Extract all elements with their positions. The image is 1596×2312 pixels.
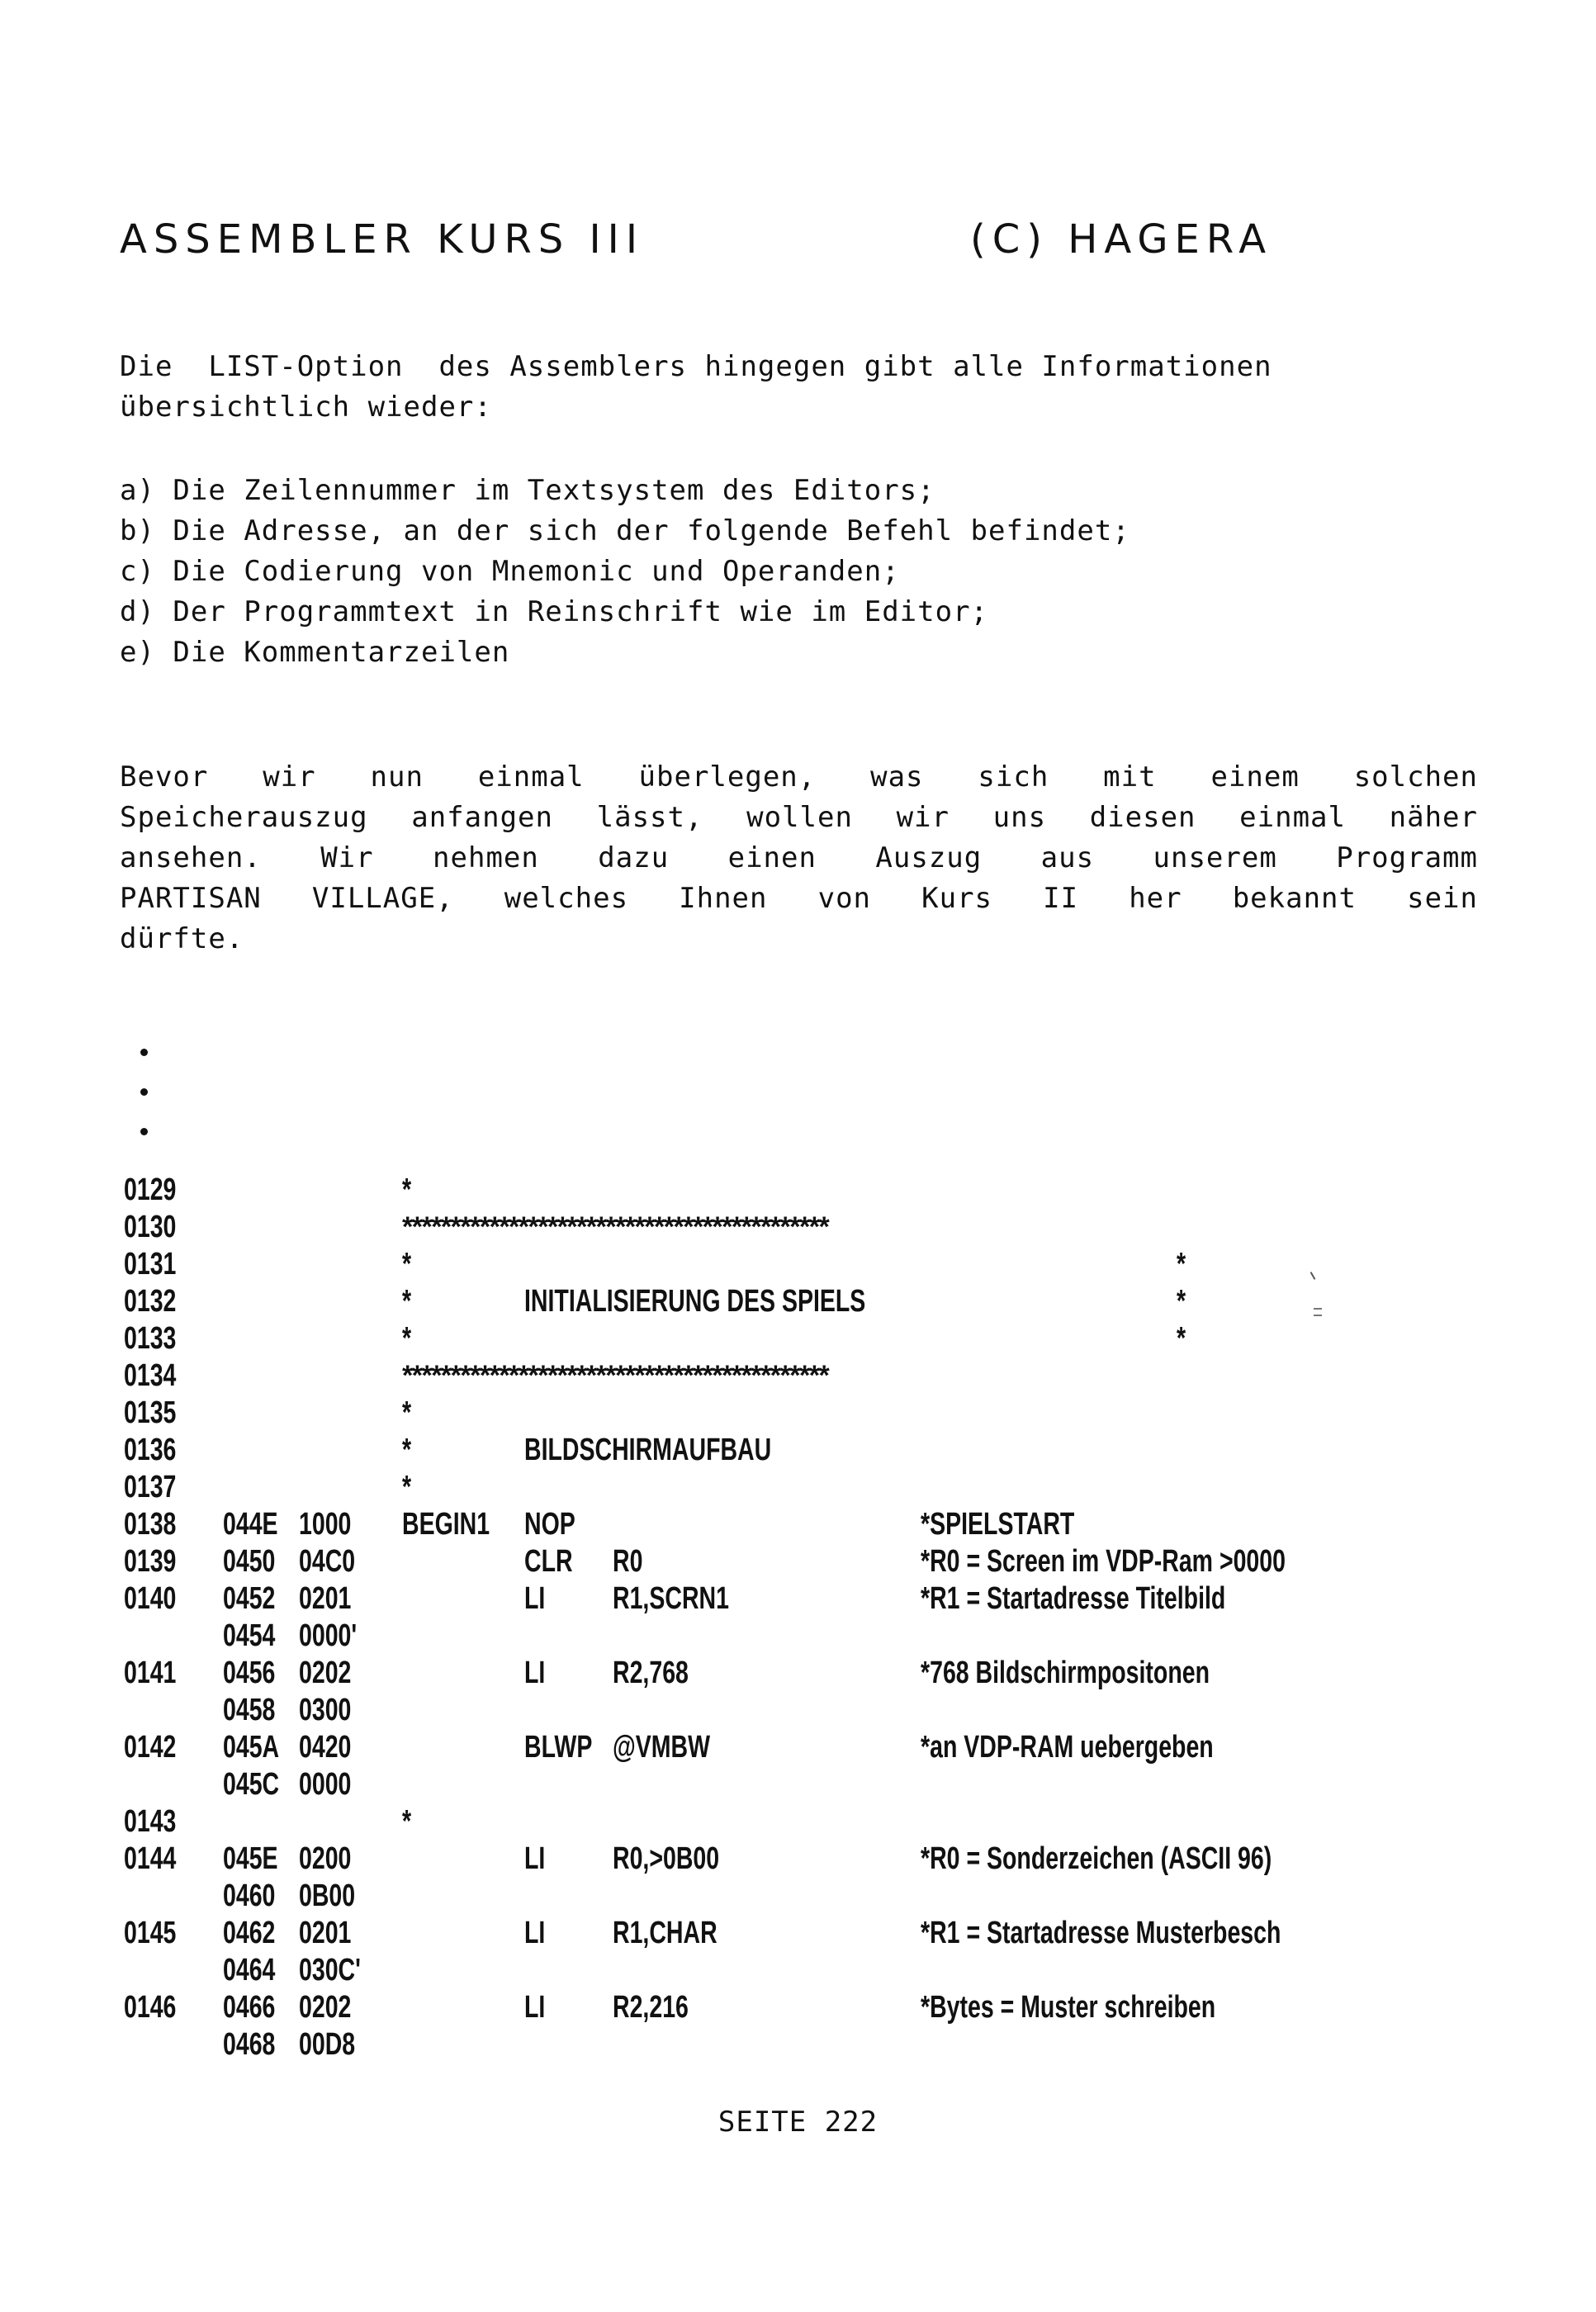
scan-specks xyxy=(1309,1272,1333,1338)
list-item: b) Die Adresse, an der sich der folgende Befehl befindet; xyxy=(120,514,1130,547)
paragraph-line: Speicherauszug anfangen lässt, wollen wir uns diesen einmal näher xyxy=(120,801,1478,834)
line-number: 0139 xyxy=(124,1544,177,1579)
address: 0462 xyxy=(223,1916,276,1950)
listing-row xyxy=(124,1767,1486,1804)
listing-row xyxy=(124,1581,1486,1618)
source-comment: *R1 = Startadresse Titelbild xyxy=(921,1581,1226,1616)
mnemonic: CLR xyxy=(524,1544,573,1579)
operand: R1,SCRN1 xyxy=(613,1581,729,1616)
mnemonic: LI xyxy=(524,1990,546,2025)
listing-row xyxy=(124,1841,1486,1878)
address: 0458 xyxy=(223,1693,276,1727)
source-comment: *R0 = Sonderzeichen (ASCII 96) xyxy=(921,1841,1272,1876)
assembler-listing xyxy=(124,1173,1486,2081)
mnemonic: LI xyxy=(524,1841,546,1876)
listing-row xyxy=(124,1358,1486,1395)
listing-row xyxy=(124,1618,1486,1656)
listing-row xyxy=(124,1916,1486,1953)
line-number: 0134 xyxy=(124,1358,177,1393)
listing-row xyxy=(124,1321,1486,1358)
source-comment: *SPIELSTART xyxy=(921,1507,1075,1542)
comment-star: * xyxy=(402,1173,412,1207)
list-item: d) Der Programmtext in Reinschrift wie im Editor; xyxy=(120,595,989,628)
intro-line: übersichtlich wieder: xyxy=(120,391,492,424)
mnemonic: LI xyxy=(524,1656,546,1690)
line-number: 0136 xyxy=(124,1433,177,1467)
address: 0456 xyxy=(223,1656,276,1690)
listing-row xyxy=(124,1247,1486,1284)
line-number: 0132 xyxy=(124,1284,177,1319)
object-code: 0201 xyxy=(299,1916,352,1950)
dot xyxy=(140,1128,148,1135)
comment-banner-stars: ******************************************** xyxy=(402,1360,829,1385)
ellipsis-dots xyxy=(140,1049,157,1164)
address: 0464 xyxy=(223,1953,276,1987)
operand: R0,>0B00 xyxy=(613,1841,720,1876)
listing-row xyxy=(124,1990,1486,2027)
object-code: 0300 xyxy=(299,1693,352,1727)
paragraph-line: PARTISAN VILLAGE, welches Ihnen von Kurs II her bekannt sein xyxy=(120,882,1478,915)
object-code: 04C0 xyxy=(299,1544,356,1579)
dot xyxy=(140,1088,148,1096)
page-heading xyxy=(120,216,1482,274)
listing-row xyxy=(124,1470,1486,1507)
listing-row xyxy=(124,1210,1486,1247)
line-number: 0131 xyxy=(124,1247,177,1282)
line-number: 0138 xyxy=(124,1507,177,1542)
listing-row xyxy=(124,1395,1486,1433)
listing-row xyxy=(124,1730,1486,1767)
listing-row xyxy=(124,1173,1486,1210)
list-item: c) Die Codierung von Mnemonic und Operanden; xyxy=(120,555,900,588)
comment-star: * xyxy=(402,1321,412,1356)
line-number: 0143 xyxy=(124,1804,177,1839)
line-number: 0141 xyxy=(124,1656,177,1690)
source-comment: *an VDP-RAM uebergeben xyxy=(921,1730,1214,1765)
address: 0466 xyxy=(223,1990,276,2025)
comment-star-end: * xyxy=(1177,1247,1186,1282)
operand: R0 xyxy=(613,1544,643,1579)
comment-star: * xyxy=(402,1395,412,1430)
source-comment: *768 Bildschirmpositonen xyxy=(921,1656,1210,1690)
paragraph-line: ansehen. Wir nehmen dazu einen Auszug aus unserem Programm xyxy=(120,841,1478,874)
address: 045A xyxy=(223,1730,280,1765)
source-comment: *Bytes = Muster schreiben xyxy=(921,1990,1216,2025)
comment-star-end: * xyxy=(1177,1321,1186,1356)
operand: @VMBW xyxy=(613,1730,711,1765)
source-comment: *R0 = Screen im VDP-Ram >0000 xyxy=(921,1544,1286,1579)
comment-star: * xyxy=(402,1284,412,1319)
line-number: 0129 xyxy=(124,1173,177,1207)
comment-star: * xyxy=(402,1804,412,1839)
object-code: 030C' xyxy=(299,1953,361,1987)
address: 0450 xyxy=(223,1544,276,1579)
object-code: 1000 xyxy=(299,1507,352,1542)
line-number: 0146 xyxy=(124,1990,177,2025)
object-code: 00D8 xyxy=(299,2027,356,2062)
comment-banner-stars: ******************************************** xyxy=(402,1211,829,1236)
source-comment: *R1 = Startadresse Musterbesch xyxy=(921,1916,1281,1950)
listing-row xyxy=(124,2027,1486,2064)
mnemonic: LI xyxy=(524,1581,546,1616)
operand: R1,CHAR xyxy=(613,1916,717,1950)
object-code: 0420 xyxy=(299,1730,352,1765)
line-number: 0130 xyxy=(124,1210,177,1244)
address: 0454 xyxy=(223,1618,276,1653)
comment-heading: BILDSCHIRMAUFBAU xyxy=(524,1433,772,1467)
listing-row xyxy=(124,1433,1486,1470)
address: 0468 xyxy=(223,2027,276,2062)
operand: R2,216 xyxy=(613,1990,689,2025)
object-code: 0000 xyxy=(299,1767,352,1802)
feature-list xyxy=(120,471,1478,673)
course-title: ASSEMBLER KURS III xyxy=(120,216,644,263)
object-code: 0200 xyxy=(299,1841,352,1876)
list-item: e) Die Kommentarzeilen xyxy=(120,636,510,669)
line-number: 0135 xyxy=(124,1395,177,1430)
object-code: 0202 xyxy=(299,1656,352,1690)
paragraph-line: dürfte. xyxy=(120,922,244,955)
listing-row xyxy=(124,1804,1486,1841)
paragraph-line: Bevor wir nun einmal überlegen, was sich mit einem solchen xyxy=(120,760,1478,794)
comment-star-end: * xyxy=(1177,1284,1186,1319)
dot xyxy=(140,1049,148,1056)
object-code: 0202 xyxy=(299,1990,352,2025)
mnemonic: NOP xyxy=(524,1507,575,1542)
listing-row xyxy=(124,1507,1486,1544)
listing-row xyxy=(124,1284,1486,1321)
object-code: 0B00 xyxy=(299,1878,356,1913)
address: 044E xyxy=(223,1507,278,1542)
line-number: 0133 xyxy=(124,1321,177,1356)
address: 045C xyxy=(223,1767,280,1802)
comment-star: * xyxy=(402,1247,412,1282)
line-number: 0142 xyxy=(124,1730,177,1765)
listing-row xyxy=(124,1878,1486,1916)
comment-heading: INITIALISIERUNG DES SPIELS xyxy=(524,1284,866,1319)
page-number: SEITE 222 xyxy=(717,2106,879,2139)
comment-star: * xyxy=(402,1470,412,1504)
line-number: 0144 xyxy=(124,1841,177,1876)
line-number: 0140 xyxy=(124,1581,177,1616)
address: 0460 xyxy=(223,1878,276,1913)
line-number: 0137 xyxy=(124,1470,177,1504)
object-code: 0201 xyxy=(299,1581,352,1616)
list-item: a) Die Zeilennummer im Textsystem des Editors; xyxy=(120,474,935,507)
source-label: BEGIN1 xyxy=(402,1507,490,1542)
listing-row xyxy=(124,1693,1486,1730)
address: 0452 xyxy=(223,1581,276,1616)
comment-star: * xyxy=(402,1433,412,1467)
mnemonic: LI xyxy=(524,1916,546,1950)
operand: R2,768 xyxy=(613,1656,689,1690)
mnemonic: BLWP xyxy=(524,1730,593,1765)
intro-paragraph xyxy=(120,347,1478,428)
listing-row xyxy=(124,1544,1486,1581)
copyright-notice: (C) HAGERA xyxy=(970,216,1273,263)
line-number: 0145 xyxy=(124,1916,177,1950)
bevor-paragraph xyxy=(120,757,1478,959)
address: 045E xyxy=(223,1841,278,1876)
intro-line: Die LIST-Option des Assemblers hingegen gibt alle Informationen xyxy=(120,350,1272,383)
listing-row xyxy=(124,1953,1486,1990)
listing-row xyxy=(124,1656,1486,1693)
object-code: 0000' xyxy=(299,1618,358,1653)
